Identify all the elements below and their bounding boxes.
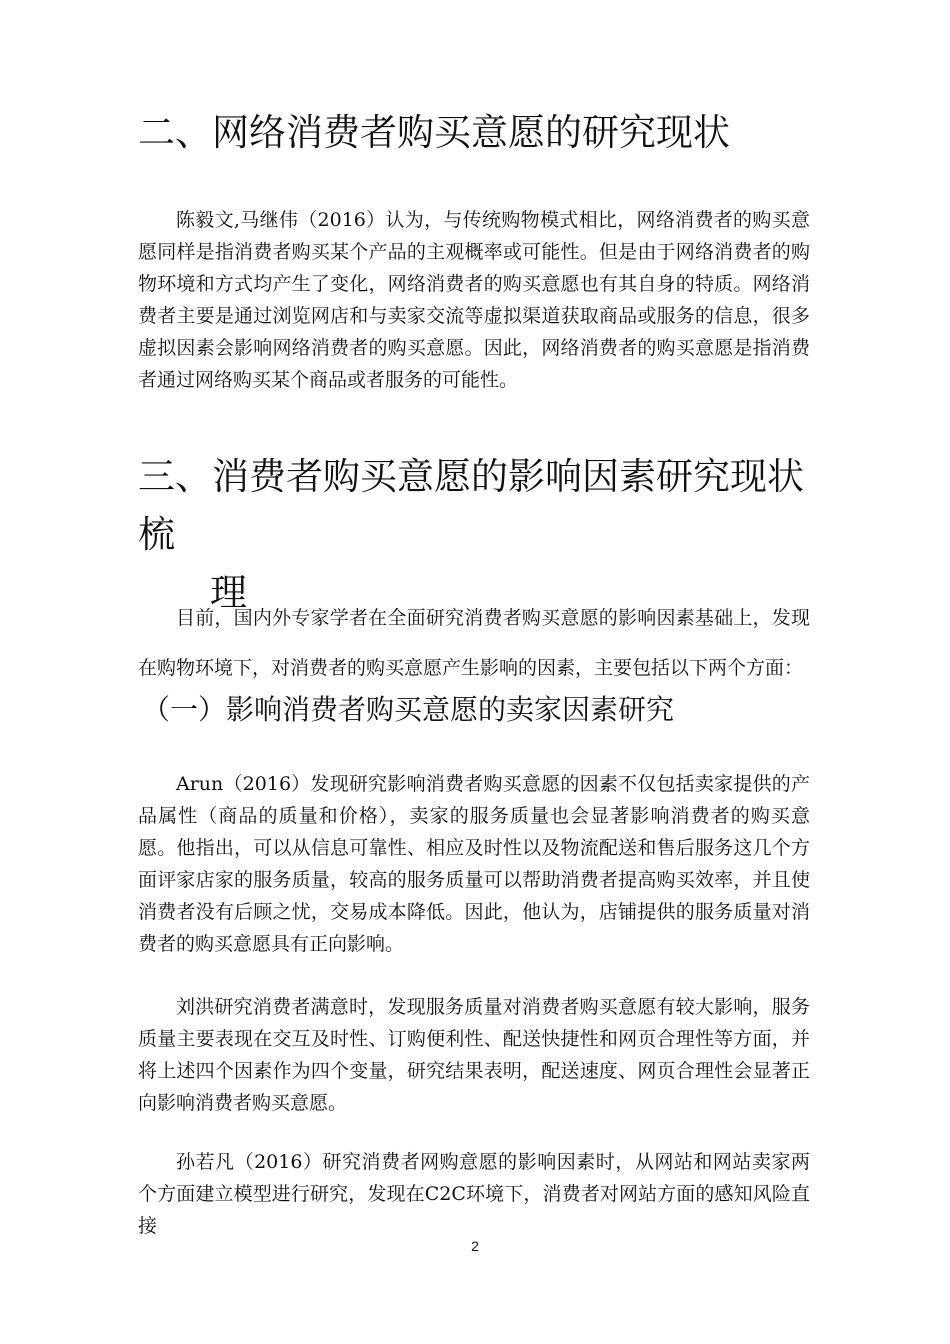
section-heading-3-line2: 理 [210, 571, 247, 614]
subsection-heading-1: （一）影响消费者购买意愿的卖家因素研究 [142, 693, 675, 726]
paragraph-arun: Arun（2016）发现研究影响消费者购买意愿的因素不仅包括卖家提供的产品属性（商品的质量和价格），卖家的服务质量也会显著影响消费者的购买意愿。他指出，可以从信息可靠性、相应及时性以及物流配送和售后服务这几个方面评家店家的服务质量，较高的服务质量可以帮助消费者提高购买效率，并且使消费者没有后顾之忧，交易成本降低。因此，他认为，店铺提供的服务质量对消费者的购买意愿具有正向影响。 [138, 773, 810, 955]
paragraph-section2: 陈毅文,马继伟（2016）认为，与传统购物模式相比，网络消费者的购买意愿同样是指消费者购买某个产品的主观概率或可能性。但是由于网络消费者的购物环境和方式均产生了变化，网络消费者的购买意愿也有其自身的特质。网络消费者主要是通过浏览网店和与卖家交流等虚拟渠道获取商品或服务的信息，很多虚拟因素会影响网络消费者的购买意愿。因此，网络消费者的购买意愿是指消费者通过网络购买某个商品或者服务的可能性。 [138, 209, 810, 391]
page-number: 2 [471, 1238, 479, 1254]
paragraph-section3-intro: 目前，国内外专家学者在全面研究消费者购买意愿的影响因素基础上，发现在购物环境下，对消费者的购买意愿产生影响的因素，主要包括以下两个方面： [138, 607, 810, 679]
section-heading-3-line1: 三、消费者购买意愿的影响因素研究现状梳 [138, 455, 804, 556]
paragraph-sunruofan: 孙若凡（2016）研究消费者网购意愿的影响因素时，从网站和网站卖家两个方面建立模型进行研究，发现在C2C环境下，消费者对网站方面的感知风险直接 [138, 1151, 810, 1237]
paragraph-liuhong: 刘洪研究消费者满意时，发现服务质量对消费者购买意愿有较大影响，服务质量主要表现在交互及时性、订购便利性、配送快捷性和网页合理性等方面，并将上述四个因素作为四个变量，研究结果表明，配送速度、网页合理性会显著正向影响消费者购买意愿。 [138, 996, 810, 1114]
section-heading-2: 二、网络消费者购买意愿的研究现状 [138, 111, 730, 154]
